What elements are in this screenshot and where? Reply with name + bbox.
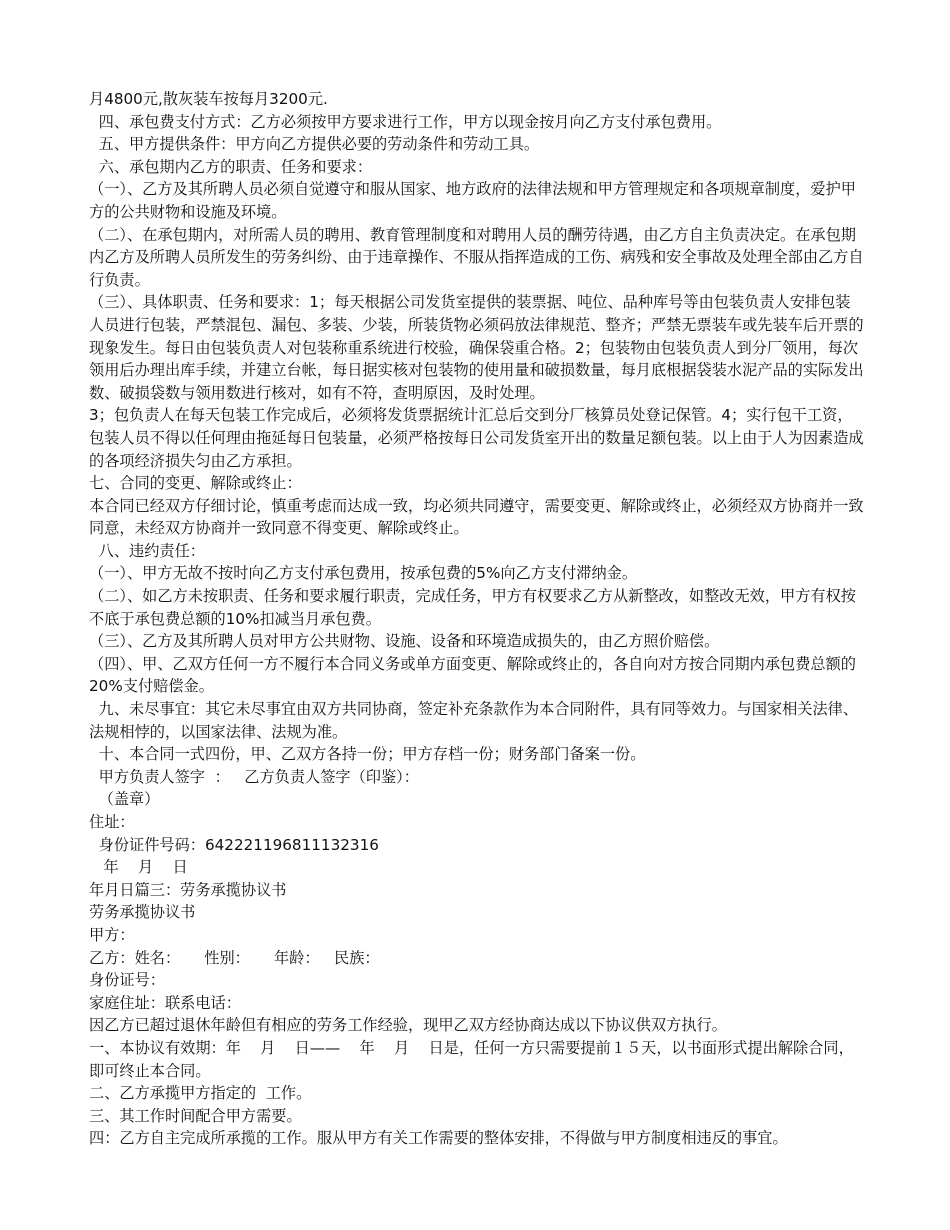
paragraph: 十、本合同一式四份，甲、乙双方各持一份；甲方存档一份；财务部门备案一份。 xyxy=(89,745,646,764)
paragraph: 一、本协议有效期：年 月 日—— 年 月 日是，任何一方只需要提前１５天，以书面形式提出解除合同，即可终止本合同。 xyxy=(89,1038,854,1080)
paragraph: 3；包负责人在每天包装工作完成后，必须将发货票据统计汇总后交到分厂核算员处登记保管。4；实行包干工资，包装人员不得以任何理由拖延每日包装量，必须严格按每日公司发货室开出的数量足额包装。以上由于人为因素造成的各项经济损失匀由乙方承担。 xyxy=(89,406,864,470)
paragraph: 七、合同的变更、解除或终止： xyxy=(89,474,302,493)
paragraph: （一）、甲方无故不按时向乙方支付承包费用，按承包费的5%向乙方支付滞纳金。 xyxy=(89,564,638,583)
paragraph: 八、违约责任： xyxy=(89,541,205,560)
paragraph: 四、承包费支付方式：乙方必须按甲方要求进行工作，甲方以现金按月向乙方支付承包费用。 xyxy=(89,112,722,131)
paragraph: （一）、乙方及其所聘人员必须自觉遵守和服从国家、地方政府的法律法规和甲方管理规定和各项规章制度，爱护甲方的公共财物和设施及环境。 xyxy=(89,180,856,221)
signature-line: 甲方负责人签字 ： 乙方负责人签字（印鉴）： xyxy=(89,767,419,786)
paragraph: 九、未尽事宜：其它未尽事宜由双方共同协商，签定补充条款作为本合同附件，具有同等效力。与国家相关法律、法规相悖的，以国家法律、法规为准。 xyxy=(89,700,859,741)
paragraph: 四：乙方自主完成所承揽的工作。服从甲方有关工作需要的整体安排，不得做与甲方制度相违反的事宜。 xyxy=(89,1129,788,1148)
paragraph: 本合同已经双方仔细讨论，慎重考虑而达成一致，均必须共同遵守，需要变更、解除或终止，必须经双方协商并一致同意，未经双方协商并一致同意不得变更、解除或终止。 xyxy=(89,496,864,538)
paragraph: （二）、在承包期内，对所需人员的聘用、教育管理制度和对聘用人员的酬劳待遇，由乙方自主负责决定。在承包期内乙方及所聘人员所发生的劳务纠纷、由于违章操作、不服从指挥造成的工伤、病残和安全事故及处理全部由乙方自行负责。 xyxy=(89,225,864,289)
party-a-line: 甲方： xyxy=(89,925,135,944)
paragraph: （三）、乙方及其所聘人员对甲方公共财物、设施、设备和环境造成损失的，由乙方照价赔偿。 xyxy=(89,632,720,651)
paragraph: （三）、具体职责、任务和要求：1；每天根据公司发货室提供的装票据、吨位、品种库号等由包装负责人安排包装人员进行包装，严禁混包、漏包、多装、少装，所装货物必须码放法律规范、整齐；严禁无票装车或先装车后开票的现象发生。每日由包装负责人对包装称重系统进行校验，确保袋重合格。2；包装物由包装负责人到分厂领用，每次领用后办理出库手续，并建立台帐，每日据实核对包装物的使用量和破损数量，每月底根据袋装水泥产品的实际发出数、破损袋数与领用数进行核对，如有不符，查明原因，及时处理。 xyxy=(89,293,864,402)
id-number: 身份证件号码：642221196811132316 xyxy=(89,835,379,854)
paragraph: 因乙方已超过退休年龄但有相应的劳务工作经验，现甲乙双方经协商达成以下协议供双方执行。 xyxy=(89,1016,727,1035)
paragraph: 月4800元,散灰装车按每月3200元. xyxy=(89,90,328,108)
paragraph: 六、承包期内乙方的职责、任务和要求： xyxy=(89,157,373,176)
paragraph: 五、甲方提供条件：甲方向乙方提供必要的劳动条件和劳动工具。 xyxy=(89,135,540,154)
party-b-line: 乙方：姓名： 性别： 年龄： 民族： xyxy=(89,948,380,967)
paragraph: 二、乙方承揽甲方指定的 工作。 xyxy=(89,1084,312,1103)
section-heading: 年月日篇三：劳务承揽协议书 xyxy=(89,880,287,899)
paragraph: （四）、甲、乙双方任何一方不履行本合同义务或单方面变更、解除或终止的，各自向对方按合同期内承包费总额的20%支付赔偿金。 xyxy=(89,654,856,696)
document-body xyxy=(89,88,864,1150)
id-label: 身份证号： xyxy=(89,971,165,990)
seal-label: （盖章） xyxy=(89,790,160,809)
address-label: 住址： xyxy=(89,813,135,831)
home-address-label: 家庭住址：联系电话： xyxy=(89,993,241,1012)
date-line: 年 月 日 xyxy=(89,858,188,877)
paragraph: （二）、如乙方未按职责、任务和要求履行职责，完成任务，甲方有权要求乙方从新整改，如整改无效，甲方有权按不底于承包费总额的10%扣减当月承包费。 xyxy=(89,587,856,628)
document-title: 劳务承揽协议书 xyxy=(89,903,196,922)
paragraph: 三、其工作时间配合甲方需要。 xyxy=(89,1106,302,1125)
